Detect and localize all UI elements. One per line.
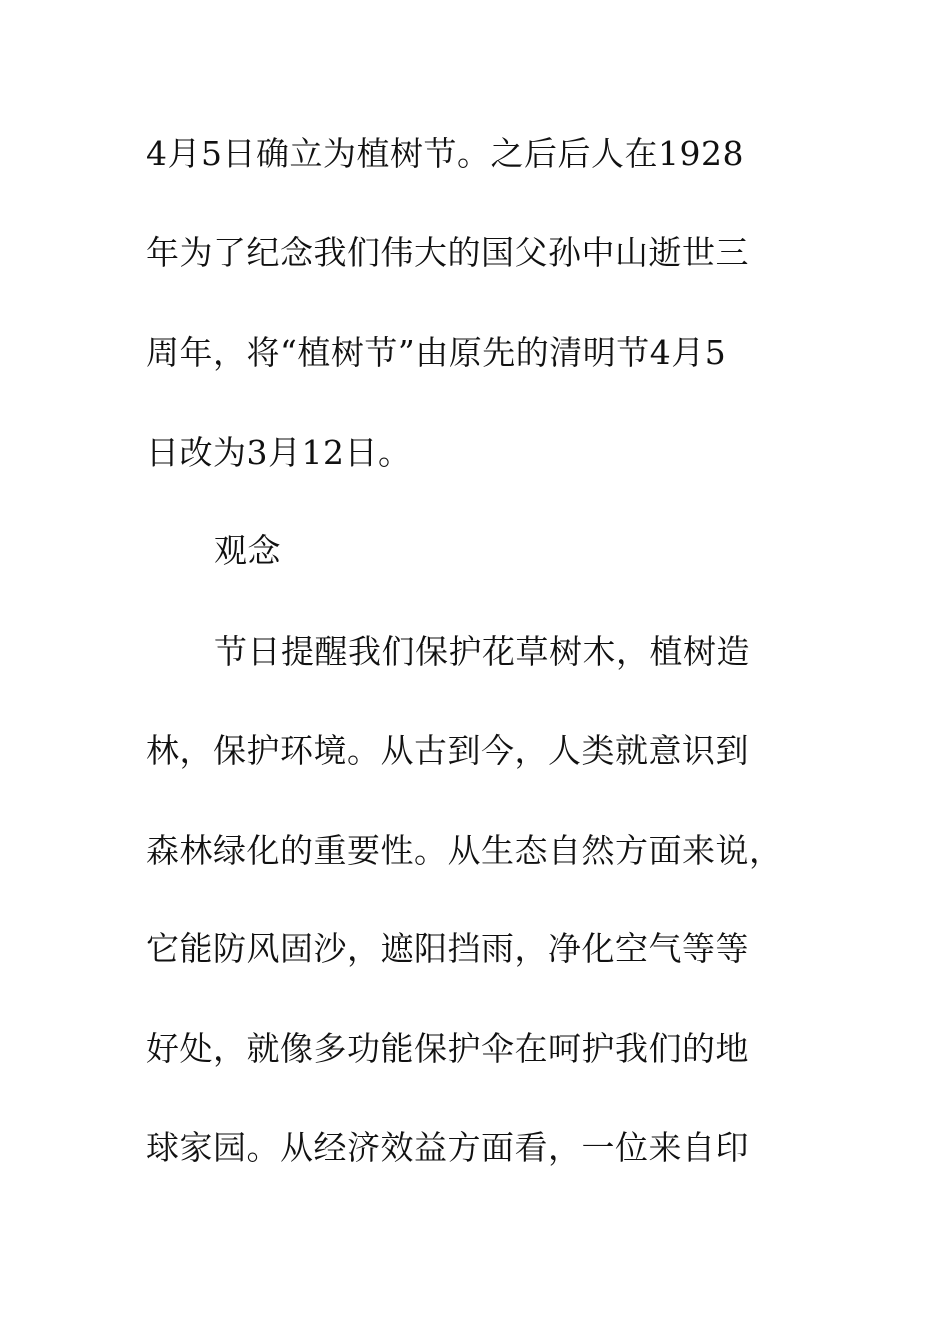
text-line: 球家园。从经济效益方面看，一位来自印 bbox=[146, 1128, 749, 1167]
text-line: 好处，就像多功能保护伞在呵护我们的地 bbox=[146, 1029, 749, 1068]
text-line: 林，保护环境。从古到今，人类就意识到 bbox=[146, 731, 749, 770]
text-line: 4月5日确立为植树节。之后后人在1928 bbox=[146, 134, 744, 173]
text-line: 日改为3月12日。 bbox=[146, 433, 412, 472]
text-line: 年为了纪念我们伟大的国父孙中山逝世三 bbox=[146, 233, 749, 272]
text-line: 周年，将“植树节”由原先的清明节4月5 bbox=[146, 333, 727, 372]
text-line: 森林绿化的重要性。从生态自然方面来说， bbox=[146, 831, 783, 870]
text-line: 它能防风固沙，遮阳挡雨，净化空气等等 bbox=[146, 929, 749, 968]
section-heading: 观念 bbox=[214, 531, 281, 570]
text-line: 节日提醒我们保护花草树木，植树造 bbox=[214, 632, 750, 671]
